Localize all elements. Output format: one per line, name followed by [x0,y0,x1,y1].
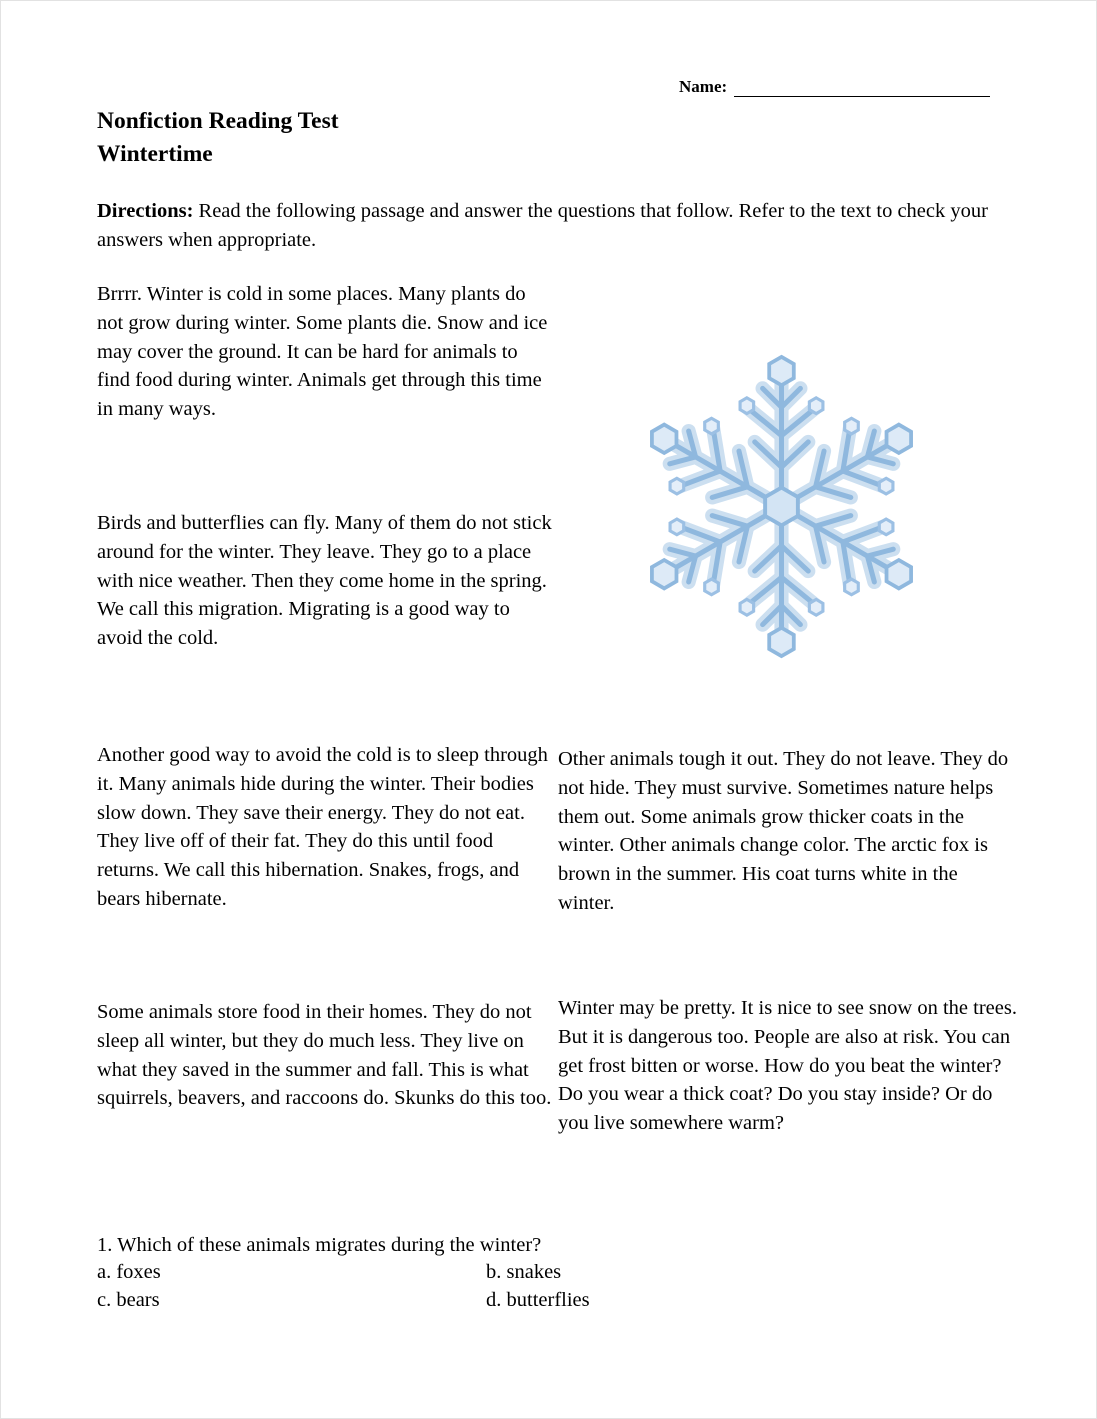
name-blank-line [734,79,990,97]
question-1-text: 1. Which of these animals migrates during the winter? [97,1234,542,1256]
option-d: d. butterflies [486,1288,590,1311]
title-line-1: Nonfiction Reading Test [97,108,339,134]
option-b: b. snakes [486,1261,562,1283]
paragraph-intro: Brrrr. Winter is cold in some places. Many plants do not grow during winter. Some plants die. Snow and ice may cover the ground. It can be hard for animals to find food during winter. Animals get through this time in many ways. [97,283,548,421]
paragraph-hibernation: Another good way to avoid the cold is to sleep through it. Many animals hide during the winter. Their bodies slow down. They save their energy. They do not eat. They live off of their fat. They do this until food returns. We call this hibernation. Snakes, frogs, and bears hibernate. [97,744,548,910]
question-1 [97,1231,817,1314]
paragraph-store-food: Some animals store food in their homes. They do not sleep all winter, but they do much less. They live on what they saved in the summer and fall. This is what squirrels, beavers, and raccoons do. Skunks do this too. [97,1001,552,1110]
paragraph-tough-it-out: Other animals tough it out. They do not leave. They do not hide. They must survive. Sometimes nature helps them out. Some animals grow thicker coats in the winter. Other animals change color. The arctic fox is brown in the summer. His coat turns white in the winter. [558,748,1009,914]
paragraph-conclusion: Winter may be pretty. It is nice to see snow on the trees. But it is dangerous too. People are also at risk. You can get frost bitten or worse. How do you beat the winter? Do you wear a thick coat? Do you stay inside? Or do you live somewhere warm? [558,997,1017,1135]
option-a: a. foxes [97,1261,161,1283]
name-line [679,77,994,97]
title-line-2: Wintertime [97,141,213,167]
directions-text: Read the following passage and answer the questions that follow. Refer to the text to check your answers when appropriate. [97,200,988,251]
paragraph-migration: Birds and butterflies can fly. Many of them do not stick around for the winter. They leave. They go to a place with nice weather. Then they come home in the spring. We call this migration. Migrating is a good way to avoid the cold. [97,512,552,650]
option-c: c. bears [97,1288,160,1311]
question-1-options [97,1259,817,1314]
question-1-number: 1. [97,1234,113,1256]
directions-label: Directions: [97,200,194,222]
directions [97,197,997,255]
snowflake-image [599,349,964,664]
page-title [97,105,339,171]
name-label: Name: [679,77,728,96]
